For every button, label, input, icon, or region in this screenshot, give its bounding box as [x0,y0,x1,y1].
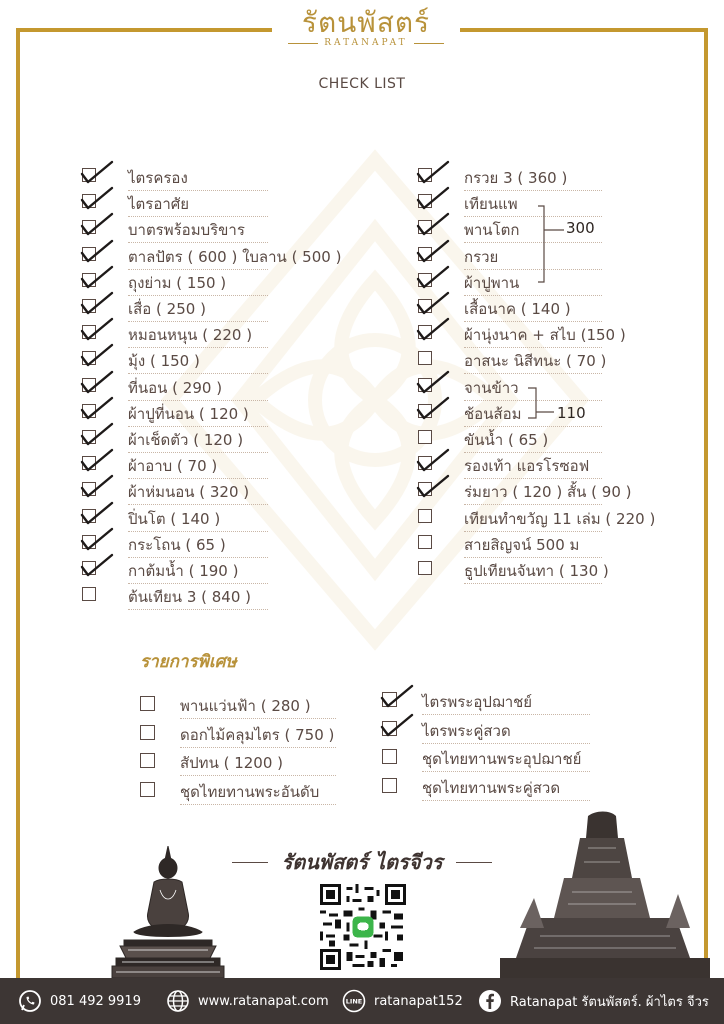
dotted-line [422,714,590,715]
checkbox[interactable] [82,587,96,601]
special-right-item-row[interactable] [382,776,590,802]
dotted-line [128,583,268,584]
dotted-line [464,295,602,296]
special-left-item-label: ชุดไทยทานพระอันดับ [180,782,320,801]
right-item-row[interactable] [418,559,609,585]
check-mark-icon [78,237,114,265]
dotted-line [128,609,268,610]
right-item-label: สายสิญจน์ 500 ม [464,535,580,554]
frame-left [16,28,20,978]
dotted-line [464,373,602,374]
brand-latin-row [272,38,460,48]
check-mark-icon [414,472,450,500]
left-item-label: ไตรอาศัย [128,195,190,214]
left-item-label: เสื่อ ( 250 ) [128,300,206,318]
bracket-group-b-price: 110 [557,404,586,422]
left-item-label: ปิ่นโต ( 140 ) [128,509,221,528]
checkbox[interactable] [382,749,397,764]
check-mark-icon [378,682,414,710]
frame-top-right [460,28,708,32]
left-item-label: ผ้าปูที่นอน ( 120 ) [128,404,249,423]
qr-code-icon[interactable] [320,884,406,970]
dotted-line [464,478,602,479]
dotted-line [128,190,268,191]
dotted-line [180,718,336,719]
dotted-line [180,775,336,776]
check-mark-icon [414,263,450,291]
brand-rule-left [288,43,318,44]
dotted-line [422,771,590,772]
right-item-row[interactable] [418,480,632,506]
dotted-line [128,216,268,217]
check-mark-icon [414,446,450,474]
dotted-line [128,373,268,374]
check-mark-icon [414,315,450,343]
right-item-label: ร่มยาว ( 120 ) สั้น ( 90 ) [464,483,632,502]
right-item-label: ผ้าปูพาน [464,273,520,292]
check-mark-icon [78,472,114,500]
checkbox[interactable] [418,561,432,575]
left-item-label: ที่นอน ( 290 ) [128,378,223,397]
left-item-label: หมอนหนุน ( 220 ) [128,326,253,345]
dotted-line [128,531,268,532]
special-left-item-label: ดอกไม้คลุมไตร ( 750 ) [180,725,335,744]
left-item-row[interactable] [82,585,268,611]
check-mark-icon [414,184,450,212]
footer-rule-right [456,862,492,863]
dotted-line [128,426,268,427]
footer-line[interactable] [342,978,463,1024]
brand-thai: รัตนพัสตร์ [301,6,431,39]
dotted-line [464,426,602,427]
right-item-label: รองเท้า แอรโรซอฟ [464,457,590,476]
dotted-line [464,452,602,453]
special-right-item-row[interactable] [382,719,590,745]
check-mark-icon [78,368,114,396]
right-item-label: ผ้านุ่งนาค + สไบ (150 ) [464,326,626,345]
left-item-label: กาต้มน้ำ ( 190 ) [128,562,239,580]
check-mark-icon [414,210,450,238]
check-mark-icon [78,525,114,553]
check-mark-icon [414,394,450,422]
left-item-label: ตาลปัตร ( 600 ) ใบลาน ( 500 ) [128,247,342,266]
right-item-label: ขันน้ำ ( 65 ) [464,431,549,449]
brand-rule-right [414,43,444,44]
checkbox[interactable] [140,782,155,797]
right-item-label: ช้อนส้อม [464,404,522,423]
frame-top-left [16,28,272,32]
footer-bar [0,978,724,1024]
dotted-line [422,800,590,801]
checkbox[interactable] [382,778,397,793]
right-item-label: พานโตก [464,221,520,240]
buddha-illustration-icon [110,846,226,978]
special-left-item-label: สัปทน ( 1200 ) [180,754,284,772]
brand-logo [272,6,460,48]
line-badge-text: LINE [345,997,363,1006]
dotted-line [180,747,336,748]
line-icon [342,989,366,1013]
checkbox[interactable] [418,351,432,365]
check-mark-icon [414,289,450,317]
footer-rule-left [232,862,268,863]
right-item-label: ธูปเทียนจันทา ( 130 ) [464,562,609,580]
right-item-row[interactable] [418,533,602,559]
left-item-label: ไตรครอง [128,169,188,187]
left-item-label: มุ้ง ( 150 ) [128,352,200,371]
left-item-label: ผ้าเช็ดตัว ( 120 ) [128,431,244,449]
check-mark-icon [378,711,414,739]
dotted-line [180,804,336,805]
whatsapp-icon [18,989,42,1013]
left-item-label: ผ้าอาบ ( 70 ) [128,457,218,476]
right-item-label: เสื้อนาค ( 140 ) [464,300,571,318]
footer-title: รัตนพัสตร์ ไตรจีวร [281,850,443,874]
left-item-label: ถุงย่าม ( 150 ) [128,273,227,292]
dotted-line [128,557,268,558]
footer-website[interactable] [166,978,329,1024]
right-item-label: อาสนะ นิสีทนะ ( 70 ) [464,352,607,371]
check-mark-icon [78,289,114,317]
dotted-line [128,400,268,401]
bracket-group-a-price: 300 [566,219,595,237]
checklist-title: CHECK LIST [318,76,406,92]
dotted-line [128,478,268,479]
check-mark-icon [78,499,114,527]
check-mark-icon [78,420,114,448]
left-item-label: ผ้าห่มนอน ( 320 ) [128,483,250,502]
check-mark-icon [414,237,450,265]
checkbox[interactable] [140,725,155,740]
check-mark-icon [78,210,114,238]
right-item-label: กรวย 3 ( 360 ) [464,169,568,187]
bracket-group-a [536,204,596,286]
checkbox[interactable] [418,535,432,549]
check-mark-icon [78,341,114,369]
dotted-line [422,743,590,744]
special-left-item-row[interactable] [140,723,336,749]
special-left-item-label: พานแว่นฟ้า ( 280 ) [180,697,311,715]
check-mark-icon [414,158,450,186]
checkbox[interactable] [418,509,432,523]
special-right-item-label: ชุดไทยทานพระคู่สวด [422,778,561,797]
footer-website-text: www.ratanapat.com [198,993,329,1009]
check-mark-icon [78,551,114,579]
check-mark-icon [78,394,114,422]
left-item-row[interactable] [82,559,268,585]
special-left-item-row[interactable] [140,780,336,806]
check-mark-icon [78,446,114,474]
dotted-line [464,190,602,191]
right-item-label: จานข้าว [464,378,519,397]
right-item-row[interactable] [418,323,626,349]
left-item-label: ต้นเทียน 3 ( 840 ) [128,588,252,607]
special-right-item-label: ชุดไทยทานพระอุปฌาชย์ [422,750,582,768]
special-right-item-label: ไตรพระคู่สวด [422,721,511,740]
dotted-line [464,557,602,558]
globe-icon [166,989,190,1013]
footer-facebook-text: Ratanapat รัตนพัสตร์. ผ้าไตร จีวร [510,994,709,1010]
check-mark-icon [78,184,114,212]
footer-line-text: ratanapat152 [374,993,463,1009]
right-item-row[interactable] [418,507,656,533]
check-mark-icon [78,158,114,186]
special-left-item-row[interactable] [140,751,336,777]
left-item-label: กระโถน ( 65 ) [128,535,226,554]
checkbox[interactable] [140,753,155,768]
dotted-line [128,504,268,505]
special-title: รายการพิเศษ [140,652,237,672]
footer-phone-text: 081 492 9919 [50,993,141,1009]
dotted-line [128,295,268,296]
footer-facebook[interactable] [478,978,709,1024]
check-mark-icon [78,263,114,291]
dotted-line [464,347,602,348]
dotted-line [128,321,268,322]
dotted-line [464,583,602,584]
dotted-line [464,504,602,505]
checkbox[interactable] [418,430,432,444]
temple-illustration-icon [500,808,710,978]
right-item-label: เทียนทำขวัญ 11 เล่ม ( 220 ) [464,509,656,528]
brand-latin: RATANAPAT [324,38,408,48]
special-right-item-label: ไตรพระอุปฌาชย์ [422,693,533,711]
dotted-line [464,531,602,532]
left-item-label: บาตรพร้อมบริขาร [128,221,245,240]
right-item-label: กรวย [464,247,499,266]
dotted-line [128,347,268,348]
footer-phone[interactable] [18,978,141,1024]
dotted-line [128,269,268,270]
special-left-item-row[interactable] [140,694,336,720]
check-mark-icon [414,368,450,396]
right-item-label: เทียนแพ [464,195,518,214]
checkbox[interactable] [140,696,155,711]
facebook-icon [478,989,502,1013]
dotted-line [128,452,268,453]
special-right-item-row[interactable] [382,747,590,773]
dotted-line [464,321,602,322]
check-mark-icon [78,315,114,343]
dotted-line [128,242,268,243]
